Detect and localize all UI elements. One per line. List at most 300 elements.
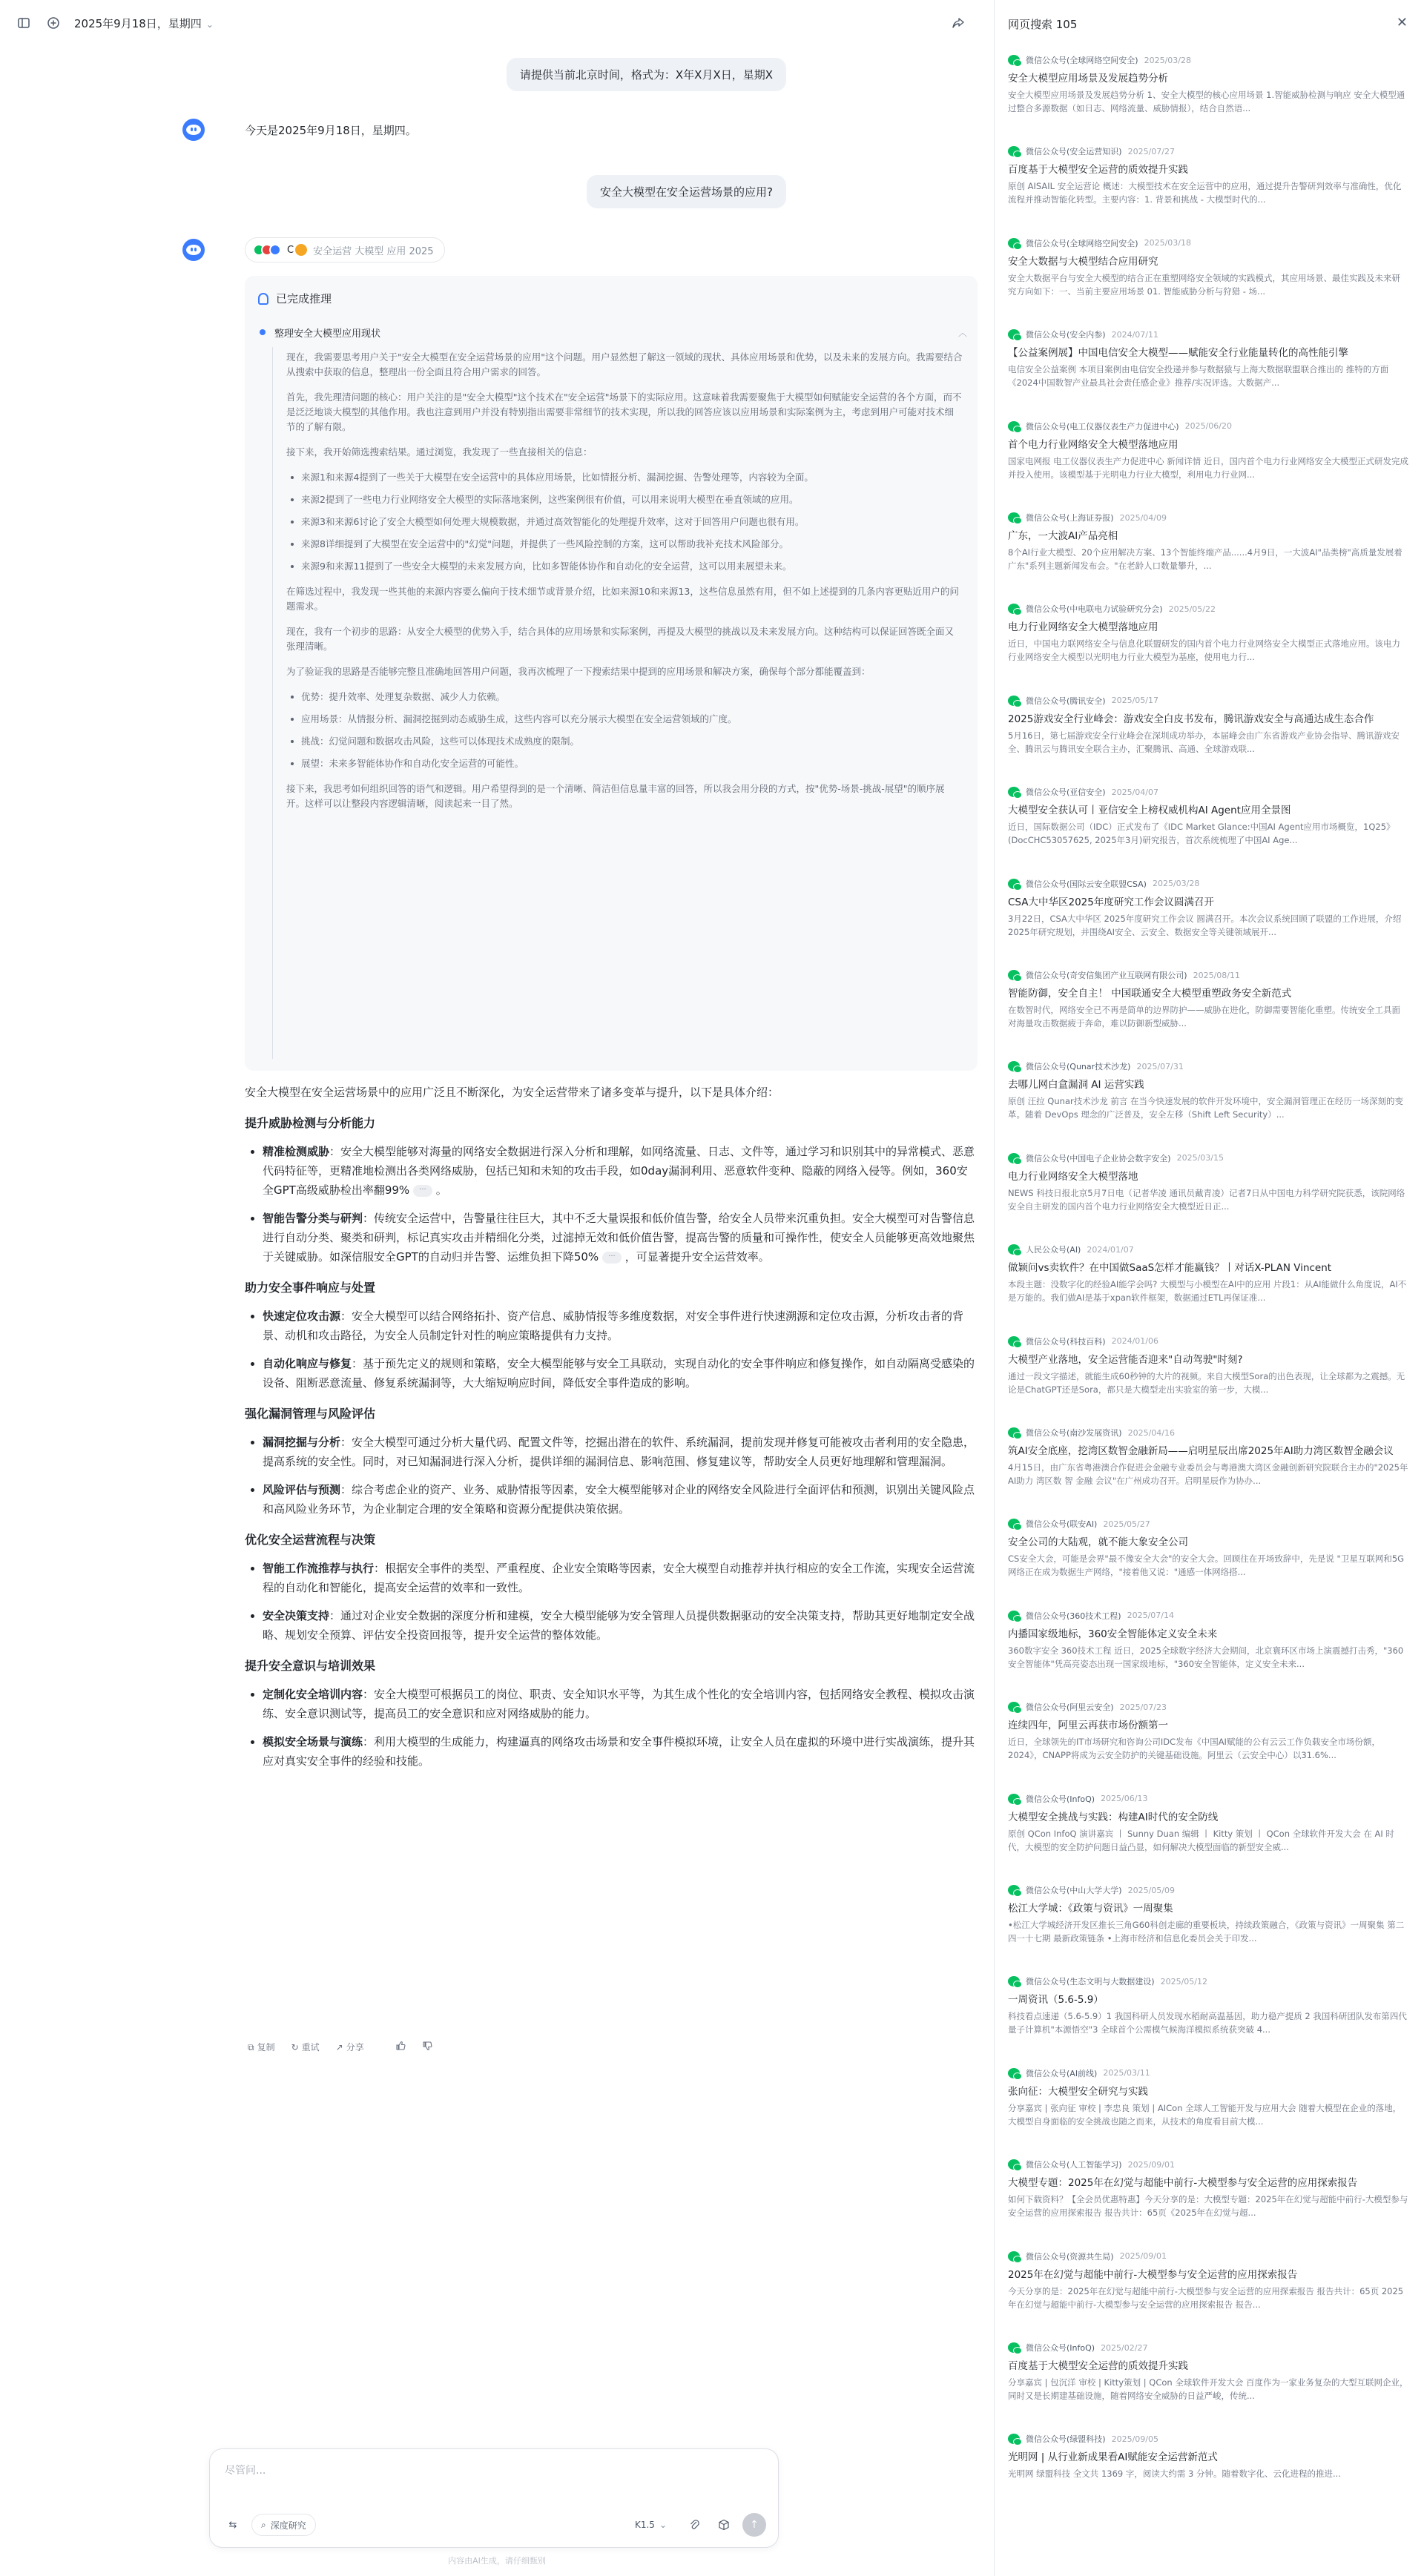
answer-item-heading: 智能告警分类与研判	[263, 1212, 363, 1225]
model-selector[interactable]	[626, 2514, 676, 2536]
source-meta	[1008, 328, 1408, 341]
source-title[interactable]: 2025游戏安全行业峰会：游戏安全白皮书发布，腾讯游戏安全与高通达成生态合作	[1008, 713, 1374, 725]
wechat-icon	[1008, 1336, 1020, 1347]
reasoning-paragraph: 现在，我有一个初步的思路：从安全大模型的优势入手，结合具体的应用场景和实际案例，再提及大模型的挑战以及未来发展方向。这种结构可以保证回答既全面又张理清晰。	[286, 626, 955, 652]
deep-research-toggle[interactable]	[251, 2514, 316, 2536]
source-meta	[1008, 1335, 1408, 1348]
answer-item-text: ：传统安全运营中，告警量往往巨大，其中不乏大量误报和低价值告警，给安全人员带来沉重负担。安全大模型可对告警信息进行自动分类、聚类和研判，标记真实攻击并精细化分类，过滤掉无效和低价值告警，提高告警的质量和可操作性，使安全人员能够更高效地聚焦于关键威胁。如深信服安全GPT的自动归并告警、运维负担下降50%	[263, 1212, 975, 1264]
source-date: 2025/04/07	[1111, 787, 1158, 797]
source-snippet: 在数智时代，网络安全已不再是简单的边界防护——威胁在进化，防御需要智能化重塑。传统安全工具面对海量攻击数据疲于奔命，难以防御新型威胁...	[1008, 1005, 1400, 1028]
source-card[interactable]	[1008, 2250, 1408, 2311]
wechat-icon	[1008, 696, 1020, 706]
answer-intro: 安全大模型在安全运营场景中的应用广泛且不断深化，为安全运营带来了诸多变革与提升，以下是具体介绍：	[245, 1086, 779, 1099]
source-card[interactable]	[1008, 1700, 1408, 1762]
source-title[interactable]: 百度基于大模型安全运营的质效提升实践	[1008, 2360, 1188, 2372]
source-title[interactable]: 松江大学城：《政策与资讯》一周聚集	[1008, 1903, 1173, 1915]
source-date: 2025/03/11	[1103, 2068, 1150, 2078]
source-title[interactable]: 光明网 | 从行业新成果看AI赋能安全运营新范式	[1008, 2451, 1218, 2464]
source-title[interactable]: 安全公司的大陆观，就不能大象安全公司	[1008, 1536, 1188, 1549]
deep-research-label: 深度研究	[270, 2520, 306, 2531]
source-snippet: •松江大学城经济开发区推长三角G60科创走廊的重要板块，持续政策融合，《政策与资讯》一周聚集 第二四一十七期 最新政策链条 •上海市经济和信息化委员会关于印发...	[1008, 1920, 1405, 1943]
source-card[interactable]	[1008, 785, 1408, 847]
answer-item	[245, 1209, 978, 1266]
source-name: 微信公众号(中电联电力试验研究分会)	[1026, 604, 1163, 615]
thumbs-down-icon[interactable]	[422, 2041, 432, 2053]
answer-item-heading: 风险评估与预测	[263, 1483, 341, 1496]
source-name: 微信公众号(人工智能学习)	[1026, 2160, 1122, 2170]
step-dot	[260, 329, 266, 335]
source-card[interactable]	[1008, 694, 1408, 756]
source-meta	[1008, 1883, 1408, 1897]
reasoning-paragraph: 接下来，我开始筛选搜索结果。通过浏览，我发现了一些直接相关的信息：	[286, 446, 593, 458]
reasoning-panel	[245, 276, 978, 1071]
source-snippet: 近日，全球领先的IT市场研究和咨询公司IDC发布《中国AI赋能的公有云云工作负载安全市场份额，2024》，CNAPP将成为云安全防护的关键基础设施。阿里云（云安全中心）以31.6%...	[1008, 1737, 1380, 1761]
cube-icon[interactable]	[713, 2514, 735, 2536]
source-meta	[1008, 877, 1408, 891]
source-snippet: 分享嘉宾 | 张向征 审校 | 李忠良 策划 | AICon 全球人工智能开发与应用大会 随着大模型在企业的落地，大模型自身面临的安全挑战也随之而来，从技术的角度看目前大模...	[1008, 2102, 1402, 2127]
source-date: 2025/05/09	[1127, 1885, 1175, 1895]
source-card[interactable]	[1008, 2341, 1408, 2402]
answer-item-text: ：安全大模型能够对海量的网络安全数据进行深入分析和理解，如网络流量、日志、文件等，通过学习和识别其中的异常模式、恶意代码特征等，更精准地检测出各类网络威胁，包括已知和未知的攻击手段，如0day漏洞利用、恶意软件变种、隐蔽的网络入侵等。例如，360安全GPT高级威胁检出率翻99%	[263, 1145, 975, 1197]
tools-icon[interactable]: ⇆	[228, 2519, 237, 2531]
reasoning-paragraph: 接下来，我思考如何组织回答的语气和逻辑。用户希望得到的是一个清晰、简洁但信息量丰富的回答，所以我会用分段的方式，按"优势-场景-挑战-展望"的顺序展开。这样可以让整段内容逻辑清晰，阅读起来一目了然。	[286, 783, 945, 809]
source-title[interactable]: 首个电力行业网络安全大模型落地应用	[1008, 438, 1179, 451]
source-card[interactable]	[1008, 1792, 1408, 1854]
source-card[interactable]	[1008, 237, 1408, 298]
thumbs-up-icon[interactable]	[395, 2041, 406, 2053]
source-card[interactable]	[1008, 1609, 1408, 1671]
answer-item	[245, 1732, 978, 1771]
source-snippet: 近日，中国电力联网络安全与信息化联盟研发的国内首个电力行业网络安全大模型正式落地应用。该电力行业网络安全大模型以光明电力行业大模型为基座，使用电力行...	[1008, 638, 1400, 663]
source-card[interactable]	[1008, 511, 1408, 572]
source-title[interactable]: 2025年在幻觉与超能中前行-大模型参与安全运营的应用探索报告	[1008, 2268, 1298, 2281]
answer-item-heading: 定制化安全培训内容	[263, 1688, 363, 1701]
source-name: 微信公众号(安全运营知识)	[1026, 147, 1122, 157]
reasoning-body	[286, 350, 963, 822]
wechat-icon	[1008, 1794, 1020, 1804]
wechat-icon	[1008, 1153, 1020, 1163]
answer-item	[245, 1433, 978, 1471]
source-card[interactable]	[1008, 420, 1408, 481]
assistant-message: 今天是2025年9月18日，星期四。	[245, 124, 417, 137]
source-title[interactable]: 大模型安全获认可丨亚信安全上榜权威机构AI Agent应用全景图	[1008, 805, 1291, 817]
wechat-icon	[1008, 2251, 1020, 2262]
source-date: 2025/03/15	[1176, 1153, 1224, 1163]
source-name: 微信公众号(AI前线)	[1026, 2068, 1098, 2078]
wechat-icon	[1008, 1519, 1020, 1529]
source-date: 2025/02/27	[1101, 2342, 1148, 2353]
search-sources-chip[interactable]	[245, 237, 445, 262]
answer-item-heading: 智能工作流推荐与执行	[263, 1562, 375, 1575]
source-date: 2025/09/05	[1111, 2434, 1158, 2444]
disclaimer: 内容由AI生成，请仔细甄别	[448, 2556, 546, 2566]
send-button[interactable]: ↑	[742, 2513, 766, 2537]
source-meta	[1008, 968, 1408, 982]
reasoning-paragraph: 在筛选过程中，我发现一些其他的来源内容要么偏向于技术细节或背景介绍，比如来源10和来源13，这些信息虽然有用，但不如上述提到的几条内容更贴近用户的问题需求。	[286, 586, 959, 612]
source-meta	[1008, 1517, 1408, 1530]
close-icon[interactable]: ✕	[1396, 15, 1408, 30]
reasoning-bullet: 来源3和来源6讨论了安全大模型如何处理大规模数据，并通过高效智能化的处理提升效率，这对于回答用户问题也很有用。	[286, 515, 963, 529]
source-favicon	[295, 244, 307, 256]
source-meta	[1008, 2067, 1408, 2080]
source-meta	[1008, 694, 1408, 707]
source-title[interactable]: 去哪儿网白盒漏洞 AI 运营实践	[1008, 1079, 1144, 1092]
wechat-icon	[1008, 879, 1020, 889]
reasoning-bullet: 来源2提到了一些电力行业网络安全大模型的实际落地案例，这些案例很有价值，可以用来说明大模型在垂直领域的应用。	[286, 492, 963, 507]
source-card[interactable]	[1008, 328, 1408, 389]
answer-item	[245, 1559, 978, 1597]
source-card[interactable]	[1008, 1426, 1408, 1487]
answer-item-text: ：基于预先定义的规则和策略，安全大模型能够与安全工具联动，实现自动化的安全事件响应和修复操作，如自动隔离受感染的设备、阻断恶意流量、修复系统漏洞等，大大缩短响应时间，降低安全事件造成的影响。	[263, 1357, 975, 1390]
share-button[interactable]	[336, 2041, 364, 2053]
wechat-icon	[1008, 55, 1020, 65]
source-name: 微信公众号(阿里云安全)	[1026, 1703, 1114, 1713]
source-name: 微信公众号(科技百科)	[1026, 1336, 1106, 1347]
answer-item-text: ：安全大模型可以结合网络拓扑、资产信息、威胁情报等多维度数据，对安全事件进行快速溯源和定位攻击源，分析攻击者的背景、动机和攻击路径，为安全人员制定针对性的响应策略提供有力支持。	[263, 1310, 964, 1342]
source-meta	[1008, 602, 1408, 615]
user-message: 请提供当前北京时间，格式为：X年X月X日，星期X	[507, 58, 786, 91]
wechat-icon	[1008, 1611, 1020, 1621]
answer-item-text: ：根据安全事件的类型、严重程度、企业安全策略等因素，安全大模型自动推荐并执行相应的安全工作流，实现安全运营流程的自动化和智能化，提高安全运营的效率和一致性。	[263, 1562, 975, 1594]
source-meta	[1008, 2432, 1408, 2445]
reasoning-header[interactable]	[258, 291, 332, 306]
source-meta	[1008, 1975, 1408, 1988]
wechat-icon	[1008, 1061, 1020, 1071]
wechat-icon	[1008, 1976, 1020, 1987]
source-date: 2025/09/01	[1119, 2251, 1167, 2262]
source-card[interactable]	[1008, 2067, 1408, 2128]
source-title[interactable]: 大模型安全挑战与实践：构建AI时代的安全防线	[1008, 1811, 1219, 1823]
reasoning-bullet: 来源8详细提到了大模型在安全运营中的"幻觉"问题，并提供了一些风险控制的方案，这可以帮助我补充技术风险部分。	[286, 537, 963, 552]
answer-list	[245, 1142, 978, 1266]
source-card[interactable]	[1008, 877, 1408, 939]
source-date: 2025/07/31	[1136, 1061, 1184, 1071]
source-snippet: 科技看点速递（5.6-5.9）1 我国科研人员发现水稻耐高温基因，助力稳产提质 2 我国科研团队发布第四代量子计算机"本源悟空"3 全球首个公需模气候海洋模拟系统获突破 4...	[1008, 2011, 1407, 2035]
source-date: 2025/06/13	[1101, 1794, 1148, 1804]
source-title[interactable]: 安全大模型应用场景及发展趋势分析	[1008, 73, 1168, 85]
source-favicon	[269, 244, 281, 256]
model-label: K1.5	[634, 2520, 655, 2530]
source-snippet: 安全大模型应用场景及发展趋势分析 1、安全大模型的核心应用场景 1.智能威胁检测与响应 安全大模型通过整合多源数据（如日志、网络流量、威胁情报），结合自然语...	[1008, 90, 1405, 113]
source-name: 微信公众号(电工仪器仪表生产力促进中心)	[1026, 421, 1179, 432]
source-date: 2025/03/28	[1144, 55, 1191, 65]
source-meta	[1008, 1060, 1408, 1073]
source-count-glyph: C	[287, 244, 294, 256]
answer-item-text: ，可显著提升安全运营效率。	[624, 1250, 770, 1264]
answer-item-heading: 漏洞挖掘与分析	[263, 1436, 341, 1449]
answer-section-title: 提升安全意识与培训效果	[245, 1659, 376, 1673]
source-card[interactable]	[1008, 1243, 1408, 1304]
source-title[interactable]: 张向征：大模型安全研究与实践	[1008, 2085, 1148, 2098]
copy-label: 复制	[257, 2042, 275, 2052]
source-date: 2025/05/27	[1103, 1519, 1150, 1529]
reasoning-status: 已完成推理	[276, 292, 332, 306]
source-card[interactable]	[1008, 2432, 1408, 2494]
source-meta	[1008, 2250, 1408, 2263]
source-snippet: 安全大数据平台与安全大模型的结合正在重塑网络安全领域的实践模式，其应用场景、最佳实践及未来研究方向如下：一、当前主要应用场景 01. 智能威胁分析与狩猎 - 场...	[1008, 272, 1400, 297]
assistant-answer	[245, 1083, 978, 1780]
wechat-icon	[1008, 2159, 1020, 2170]
source-title[interactable]: 连续四年，阿里云再获市场份额第一	[1008, 1720, 1168, 1732]
wechat-icon	[1008, 1702, 1020, 1712]
source-name: 微信公众号(南沙发展资讯)	[1026, 1428, 1122, 1438]
source-date: 2025/07/14	[1127, 1611, 1174, 1621]
answer-section-title: 强化漏洞管理与风险评估	[245, 1407, 376, 1421]
wechat-icon	[1008, 2342, 1020, 2353]
reasoning-paragraph: 为了验证我的思路是否能够完整且准确地回答用户问题，我再次梳理了一下搜索结果中提到的应用场景和解决方案，确保每个部分都能覆盖到：	[286, 666, 871, 677]
source-date: 2025/08/11	[1193, 970, 1240, 980]
source-snippet: 原创 QCon InfoQ 演讲嘉宾 丨 Sunny Duan 编辑 丨 Kitty 策划 丨 QCon 全球软件开发大会 在 AI 时代，大模型的安全防护问题日益凸显，如何解决大模型面临的新型安全威...	[1008, 1828, 1394, 1852]
source-card[interactable]	[1008, 1883, 1408, 1945]
reasoning-bullet: 优势：提升效率、处理复杂数据、减少人力依赖。	[286, 690, 963, 704]
source-title[interactable]: 安全大数据与大模型结合应用研究	[1008, 255, 1158, 268]
answer-item-heading: 自动化响应与修复	[263, 1357, 352, 1370]
source-snippet: 原创 汪拉 Qunar技术沙龙 前言 在当今快速发展的软件开发环境中，安全漏洞管理正在经历一场深刻的变革。随着 DevOps 理念的广泛普及，安全左移（Shift Left Security）...	[1008, 1096, 1404, 1120]
source-meta	[1008, 1700, 1408, 1714]
answer-item-text: ：通过对企业安全数据的深度分析和建模，安全大模型能够为安全管理人员提供数据驱动的安全决策支持，帮助其更好地制定安全战略、规划安全预算、评估安全投资回报等，提升安全运营的整体效能。	[263, 1609, 975, 1642]
source-card[interactable]	[1008, 968, 1408, 1030]
chat-input-box[interactable]	[209, 2448, 779, 2548]
source-date: 2025/05/17	[1111, 696, 1158, 706]
source-date: 2024/01/06	[1111, 1336, 1158, 1347]
source-name: 微信公众号(360技术工程)	[1026, 1611, 1121, 1621]
source-snippet: 原创 AISAIL 安全运营论 概述：大模型技术在安全运营中的应用，通过提升告警研判效率与准确性，优化流程并推动智能化转型。主要内容：1. 背景和挑战 - 大模型时代的...	[1008, 181, 1402, 205]
wechat-icon	[1008, 2434, 1020, 2444]
retry-button[interactable]	[291, 2041, 320, 2053]
reasoning-list	[286, 690, 963, 771]
source-name: 微信公众号(上海证券报)	[1026, 513, 1114, 523]
source-name: 微信公众号(联安AI)	[1026, 1519, 1098, 1530]
chevron-up-icon[interactable]: ︿	[957, 327, 967, 338]
answer-list	[245, 1685, 978, 1771]
source-name: 微信公众号(中山大学大学)	[1026, 1886, 1122, 1895]
reasoning-bullet: 应用场景：从情报分析、漏洞挖掘到动态威胁生成，这些内容可以充分展示大模型在安全运营领域的广度。	[286, 712, 963, 727]
source-snippet: CS安全大会，可能是会界"最不像安全大会"的安全大会。回顾往在开场致辞中，先是说 "卫星互联网和5G网络正在成为数据生产网络，"接着他又说："通感一体网络搭...	[1008, 1553, 1405, 1578]
search-query: 安全运营 大模型 应用 2025	[313, 245, 434, 257]
source-card[interactable]	[1008, 145, 1408, 206]
copy-button[interactable]	[248, 2041, 275, 2053]
wechat-icon	[1008, 1885, 1020, 1895]
user-message: 安全大模型在安全运营场景的应用?	[587, 175, 786, 208]
source-snippet: 3月22日，CSA大中华区 2025年度研究工作会议 圆满召开。本次会议系统回顾了联盟的工作进展，介绍2025年研究规划，并围绕AI安全、云安全、数据安全等关键领域展开...	[1008, 913, 1402, 937]
source-name: 微信公众号(绿盟科技)	[1026, 2434, 1106, 2445]
source-meta	[1008, 785, 1408, 799]
source-meta	[1008, 511, 1408, 524]
answer-item	[245, 1480, 978, 1519]
source-name: 微信公众号(亚信安全)	[1026, 787, 1106, 798]
answer-item	[245, 1606, 978, 1645]
source-meta	[1008, 420, 1408, 433]
answer-section-title: 助力安全事件响应与处置	[245, 1281, 376, 1295]
answer-item-heading: 模拟安全场景与演练	[263, 1735, 363, 1748]
lightbulb-icon	[258, 293, 268, 305]
chevron-down-icon: ⌄	[659, 2520, 667, 2530]
source-date: 2025/09/01	[1127, 2159, 1175, 2170]
source-name: 微信公众号(资源共生局)	[1026, 2251, 1114, 2262]
chat-input-placeholder[interactable]: 尽管问...	[225, 2465, 266, 2477]
wechat-icon	[1008, 970, 1020, 980]
answer-list	[245, 1433, 978, 1519]
source-favicons	[253, 244, 281, 256]
wechat-icon	[1008, 421, 1020, 432]
source-name: 微信公众号(InfoQ)	[1026, 2343, 1095, 2353]
source-title[interactable]: 智能防御，安全自主！ 中国联通安全大模型重塑政务安全新范式	[1008, 988, 1292, 1000]
source-date: 2025/05/22	[1168, 604, 1216, 614]
source-title[interactable]: 大模型产业落地，安全运营能否迎来"自动驾驶"时刻?	[1008, 1353, 1243, 1366]
answer-item-text: ：综合考虑企业的资产、业务、威胁情报等因素，安全大模型能够对企业的网络安全风险进行全面评估和预测，识别出关键风险点和高风险业务环节，为企业制定合理的安全策略和资源分配提供决策依据。	[263, 1483, 975, 1516]
source-name: 微信公众号(中国电子企业协会数字安全)	[1026, 1153, 1171, 1163]
source-snippet: 近日，国际数据公司（IDC）正式发布了《IDC Market Glance:中国AI Agent应用市场概览，1Q25》(DocCHC53057625, 2025年3月)研究报告，首次系统梳理了中国AI Age...	[1008, 822, 1395, 846]
source-meta	[1008, 1152, 1408, 1165]
source-card[interactable]	[1008, 1060, 1408, 1121]
timeline-line	[272, 347, 273, 1059]
wechat-icon	[1008, 787, 1020, 797]
source-title[interactable]: 电力行业网络安全大模型落地	[1008, 1170, 1138, 1183]
answer-item-heading: 精准检测威胁	[263, 1145, 330, 1158]
wechat-icon	[1008, 1244, 1020, 1255]
sidebar-toggle-icon[interactable]	[16, 16, 31, 31]
wechat-icon	[1008, 512, 1020, 523]
source-name: 微信公众号(奇安信集团产业互联网有限公司)	[1026, 971, 1187, 980]
input-toolbar	[222, 2513, 766, 2537]
source-date: 2025/04/09	[1119, 512, 1167, 523]
source-snippet: 通过一段文字描述，就能生成60秒钟的大片的视频。来自大模型Sora的出色表现，让全球都为之震撼。无论是ChatGPT还是Sora，都只是大模型走出实验室的第一步，大模...	[1008, 1370, 1405, 1395]
research-icon: ⌕	[261, 2519, 266, 2530]
source-snippet: 今天分享的是：2025年在幻觉与超能中前行-大模型参与安全运营的应用探索报告 报告共计：65页 2025年在幻觉与超能中前行-大模型参与安全运营的应用探索报告 报告...	[1008, 2285, 1404, 2310]
answer-item-text: ：利用大模型的生成能力，构建逼真的网络攻击场景和安全事件模拟环境，让安全人员在虚拟的环境中进行实战演练，提升其应对真实安全事件的经验和技能。	[263, 1735, 975, 1768]
source-date: 2025/03/18	[1144, 238, 1191, 248]
refresh-icon: ↻	[291, 2042, 299, 2052]
source-name: 微信公众号(全球网络空间安全)	[1026, 238, 1138, 248]
answer-item: 精准检测威胁：安全大模型能够对海量的网络安全数据进行深入分析和理解，如网络流量、日志、文件等，通过学习和识别其中的异常模式、恶意代码特征等，更精准地检测出各类网络威胁，包括已知和未知的攻击手段，如0day漏洞利用、恶意软件变种、隐蔽的网络入侵等。例如，360安全GPT高级威胁检出率翻99% ··· 。	[245, 1142, 978, 1200]
panel-title: 网页搜索 105	[1008, 18, 1078, 31]
source-snippet: 4月15日，由广东省粤港澳合作促进会金融专业委员会与粤港澳大湾区金融创新研究院联合主办的"2025年AI助力 湾区数 智 金融 会议"在广州成功召开。启明星辰作为协办...	[1008, 1462, 1408, 1486]
answer-item-text: ：安全大模型可根据员工的岗位、职责、安全知识水平等，为其生成个性化的安全培训内容，包括网络安全教程、模拟攻击演练、安全意识测试等，提高员工的安全意识和应对网络威胁的能力。	[263, 1688, 975, 1720]
source-snippet: 如何下载资料？【全会员优惠特惠】今天分享的是：大模型专题：2025年在幻觉与超能中前行-大模型参与安全运营的应用探索报告 报告共计：65页《2025年在幻觉与超...	[1008, 2194, 1408, 2219]
share-icon[interactable]	[951, 16, 966, 31]
source-date: 2025/03/28	[1152, 879, 1200, 889]
wechat-icon	[1008, 2068, 1020, 2078]
source-name: 微信公众号(生态文明与大数据建设)	[1026, 1977, 1155, 1987]
reasoning-list	[286, 470, 963, 574]
wechat-icon	[1008, 1427, 1020, 1438]
reasoning-paragraph: 现在，我需要思考用户关于"安全大模型在安全运营场景的应用"这个问题。用户显然想了解这一领域的现状、具体应用场景和优势，以及未来的发展方向。我需要结合从搜索中获取的信息，整理出一份全面且符合用户需求的回答。	[286, 351, 963, 377]
source-card[interactable]	[1008, 53, 1408, 115]
citation-badge[interactable]: ···	[602, 1252, 622, 1264]
citation-badge[interactable]: ···	[413, 1185, 432, 1197]
top-bar	[0, 0, 994, 47]
source-card[interactable]	[1008, 602, 1408, 664]
reasoning-bullet: 展望：未来多智能体协作和自动化安全运营的可能性。	[286, 756, 963, 771]
source-snippet: 光明网 绿盟科技 全文共 1369 字，阅读大约需 3 分钟。随着数字化、云化进程的推进...	[1008, 2468, 1341, 2480]
source-title[interactable]: 百度基于大模型安全运营的质效提升实践	[1008, 164, 1188, 176]
source-meta	[1008, 1243, 1408, 1256]
source-date: 2025/07/23	[1119, 1702, 1167, 1712]
source-name: 微信公众号(腾讯安全)	[1026, 696, 1106, 706]
source-snippet: 本段主题：没数字化的经验AI能学会吗? 大模型与小模型在AI中的应用 片段1：从AI能做什么角度说，AI不是万能的。我们做AI是基于xpan软件框架，数据通过ETL再保证准...	[1008, 1279, 1407, 1304]
source-snippet: 分享嘉宾 | 包沉洋 审校 | Kitty策划 | QCon 全球软件开发大会 百度作为一家业务复杂的大型互联网企业，同时又是长期建基础设施，随着网络安全威胁的日益严峻，传统...	[1008, 2377, 1408, 2401]
source-meta	[1008, 1609, 1408, 1622]
source-date: 2024/07/11	[1111, 329, 1158, 340]
assistant-avatar	[182, 239, 205, 261]
share-label: 分享	[346, 2042, 364, 2052]
answer-item-heading: 快速定位攻击源	[263, 1310, 341, 1323]
source-title[interactable]: 【公益案例展】中国电信安全大模型——赋能安全行业能量转化的高性能引擎	[1008, 347, 1348, 360]
reasoning-bullet: 挑战：幻觉问题和数据攻击风险，这些可以体现技术成熟度的限制。	[286, 734, 963, 749]
answer-section-title: 优化安全运营流程与决策	[245, 1533, 376, 1547]
source-date: 2025/07/27	[1127, 146, 1175, 156]
source-card[interactable]	[1008, 2158, 1408, 2219]
source-snippet: 国家电网报 电工仪器仪表生产力促进中心 新闻详情 近日，国内首个电力行业网络安全大模型正式研发完成并投入使用。该模型基于光明电力行业大模型，利用电力行业网...	[1008, 455, 1408, 480]
source-title[interactable]: 电力行业网络安全大模型落地应用	[1008, 621, 1158, 634]
source-card[interactable]	[1008, 1517, 1408, 1579]
answer-list	[245, 1559, 978, 1645]
source-title[interactable]: 内播国家级地标，360安全智能体定义安全未来	[1008, 1628, 1218, 1640]
answer-section-title: 提升威胁检测与分析能力	[245, 1116, 376, 1130]
source-card[interactable]	[1008, 1335, 1408, 1396]
source-snippet: 8个AI行业大模型、20个应用解决方案、13个智能终端产品......4月9日，一大波AI"品类榜"高质量发展着广东"系列主题新闻发布会。"在老龄人口数量攀升，...	[1008, 547, 1402, 571]
assistant-avatar	[182, 119, 205, 141]
source-name: 微信公众号(Qunar技术沙龙)	[1026, 1062, 1131, 1072]
source-meta	[1008, 1792, 1408, 1806]
source-date: 2024/01/07	[1087, 1244, 1134, 1255]
source-name: 微信公众号(InfoQ)	[1026, 1794, 1095, 1804]
reasoning-step[interactable]	[255, 320, 967, 344]
reasoning-step-label: 整理安全大模型应用现状	[274, 328, 381, 340]
share-icon: ↗	[335, 2042, 343, 2052]
source-title[interactable]: 做颖问vs卖软件？在中国做SaaS怎样才能赢钱？丨对话X-PLAN Vincent	[1008, 1262, 1332, 1275]
retry-label: 重试	[301, 2042, 320, 2052]
source-date: 2025/05/12	[1160, 1976, 1207, 1987]
source-meta	[1008, 2341, 1408, 2354]
source-card[interactable]	[1008, 1975, 1408, 2036]
answer-list	[245, 1307, 978, 1393]
wechat-icon	[1008, 329, 1020, 340]
source-meta	[1008, 2158, 1408, 2171]
source-meta	[1008, 53, 1408, 67]
source-card[interactable]	[1008, 1152, 1408, 1213]
reasoning-bullet: 来源9和来源11提到了一些安全大模型的未来发展方向，比如多智能体协作和自动化的安全运营，这可以用来展望未来。	[286, 559, 963, 574]
new-chat-icon[interactable]	[46, 16, 61, 31]
answer-item	[245, 1354, 978, 1393]
reasoning-bullet: 来源1和来源4提到了一些关于大模型在安全运营中的具体应用场景，比如情报分析、漏洞挖掘、告警处理等，内容较为全面。	[286, 470, 963, 485]
source-snippet: 电信安全公益案例 本项目案例由电信安全投递并参与数据猿与上海大数据联盟联合推出的 推特的方面 《2024中国数智产业最具社会责任感企业》推荐/实况评选。大数据产...	[1008, 364, 1389, 389]
source-snippet: 5月16日，第七届游戏安全行业峰会在深圳成功举办，本届峰会由广东省游戏产业协会指导、腾讯游戏安全、腾讯云与腾讯安全联合主办，汇聚腾讯、高通、全球游戏联...	[1008, 730, 1400, 754]
attachment-icon[interactable]	[683, 2514, 705, 2536]
source-name: 微信公众号(国际云安全联盟CSA)	[1026, 879, 1147, 889]
conversation-title-text: 2025年9月18日，星期四	[74, 17, 202, 30]
source-title[interactable]: 大模型专题：2025年在幻觉与超能中前行-大模型参与安全运营的应用探索报告	[1008, 2177, 1358, 2190]
source-title[interactable]: 一周资讯（5.6-5.9）	[1008, 1994, 1104, 2007]
answer-item	[245, 1307, 978, 1345]
web-search-panel	[995, 0, 1424, 2576]
source-title[interactable]: 筑AI安全底座，挖湾区数智金融新局——启明星辰出席2025年AI助力湾区数智金融会议	[1008, 1445, 1394, 1457]
source-name: 微信公众号(全球网络空间安全)	[1026, 56, 1138, 65]
source-meta	[1008, 1426, 1408, 1439]
source-meta	[1008, 237, 1408, 250]
source-title[interactable]: CSA大中华区2025年度研究工作会议圆满召开	[1008, 896, 1214, 908]
source-date: 2025/04/16	[1127, 1427, 1175, 1438]
source-title[interactable]: 广东，一大波AI产品亮相	[1008, 530, 1118, 542]
chevron-down-icon: ⌄	[205, 19, 214, 30]
answer-item-heading: 安全决策支持	[263, 1609, 330, 1622]
conversation-title[interactable]	[74, 16, 214, 31]
answer-item	[245, 1685, 978, 1723]
wechat-icon	[1008, 146, 1020, 156]
copy-icon: ⧉	[248, 2042, 254, 2052]
wechat-icon	[1008, 238, 1020, 248]
source-snippet: 360数字安全 360技术工程 近日，2025全球数字经济大会期间，北京寰环区市场上演震撼打击秀，"360安全智能体"凭高亮姿态出现一国家级地标，"360安全智能体，定义安全未来...	[1008, 1645, 1404, 1669]
